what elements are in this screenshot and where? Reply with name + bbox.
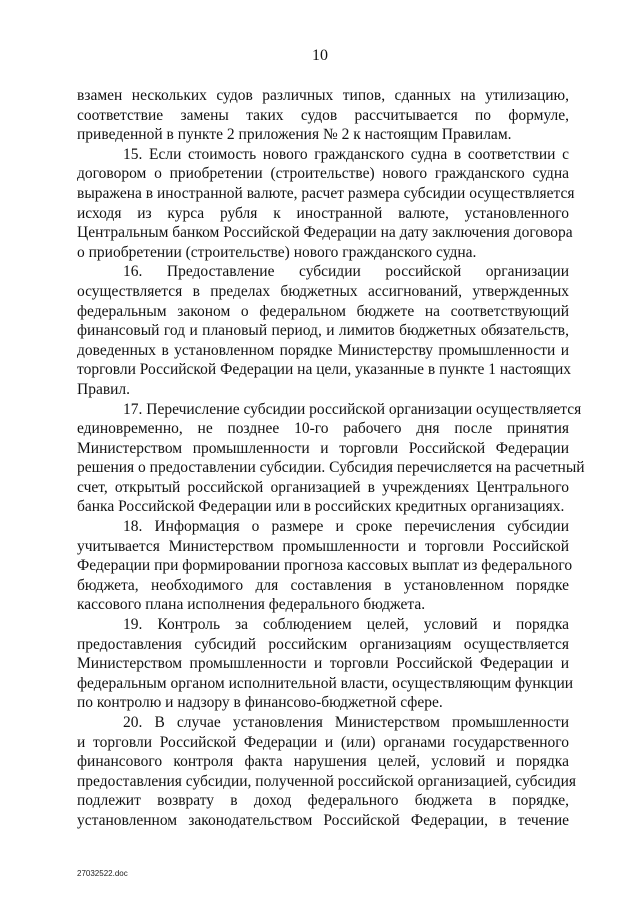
page-number: 10 <box>312 47 328 64</box>
text-line: соответствие замены таких судов рассчитывается по формуле, <box>77 106 569 124</box>
text-line: решения о предоставлении субсидии. Субсидия перечисляется на расчетный <box>77 459 585 477</box>
text-line: 18. Информация о размере и сроке перечисления субсидии <box>123 518 569 536</box>
text-line: предоставления субсидии, полученной российской организацией, субсидия <box>77 772 577 790</box>
text-line: 19. Контроль за соблюдением целей, условий и порядка <box>123 616 569 634</box>
text-line: федеральным законом о федеральном бюджете на соответствующий <box>77 302 569 320</box>
text-line: доведенных в установленном порядке Министерству промышленности и <box>77 341 569 359</box>
text-line: банка Российской Федерации или в российских кредитных организациях. <box>77 498 565 516</box>
text-line: 16. Предоставление субсидии российской организации <box>123 263 569 281</box>
text-line: Министерством промышленности и торговли Российской Федерации <box>77 439 569 457</box>
text-line: Министерством промышленности и торговли Российской Федерации и <box>77 655 569 673</box>
text-line: Федерации при формировании прогноза кассовых выплат из федерального <box>77 557 573 575</box>
text-line: финансовый год и плановый период, и лимитов бюджетных обязательств, <box>77 322 569 340</box>
text-line: бюджета, необходимого для составления в установленном порядке <box>77 576 569 594</box>
text-line: о приобретении (строительстве) нового гражданского судна. <box>77 243 477 261</box>
text-line: договором о приобретении (строительстве) нового гражданского судна <box>77 165 569 183</box>
document-body <box>77 86 585 831</box>
text-line: 17. Перечисление субсидии российской организации осуществляется <box>123 400 582 418</box>
text-line: счет, открытый российской организацией в учреждениях Центрального <box>77 478 569 496</box>
document-filename: 27032522.doc <box>77 869 128 878</box>
text-line: Центральным банком Российской Федерации на дату заключения договора <box>77 224 573 242</box>
text-line: и торговли Российской Федерации и (или) органами государственного <box>77 733 569 751</box>
text-line: единовременно, не позднее 10-го рабочего дня после принятия <box>77 420 569 438</box>
text-line: подлежит возврату в доход федерального бюджета в порядке, <box>77 792 569 810</box>
text-line: установленном законодательством Российской Федерации, в течение <box>77 811 569 829</box>
text-line: 20. В случае установления Министерством промышленности <box>123 714 569 731</box>
text-line: осуществляется в пределах бюджетных ассигнований, утвержденных <box>77 282 569 300</box>
text-line: Правил. <box>77 380 131 398</box>
text-line: кассового плана исполнения федерального бюджета. <box>77 596 426 614</box>
text-line: финансового контроля факта нарушения целей, условий и порядка <box>77 753 569 771</box>
text-line: приведенной в пункте 2 приложения № 2 к настоящим Правилам. <box>77 126 512 144</box>
text-line: учитывается Министерством промышленности и торговли Российской <box>77 537 569 555</box>
text-line: исходя из курса рубля к иностранной валюте, установленного <box>77 204 569 222</box>
text-line: федеральным органом исполнительной власти, осуществляющим функции <box>77 674 574 692</box>
text-line: по контролю и надзору в финансово-бюджетной сфере. <box>77 694 443 712</box>
text-line: выражена в иностранной валюте, расчет размера субсидии осуществляется <box>77 184 575 202</box>
text-line: торговли Российской Федерации на цели, указанные в пункте 1 настоящих <box>77 361 572 379</box>
text-line: предоставления субсидий российским организациям осуществляется <box>77 635 569 653</box>
text-line: 15. Если стоимость нового гражданского судна в соответствии с <box>123 145 569 163</box>
text-line: взамен нескольких судов различных типов, сданных на утилизацию, <box>77 87 569 104</box>
